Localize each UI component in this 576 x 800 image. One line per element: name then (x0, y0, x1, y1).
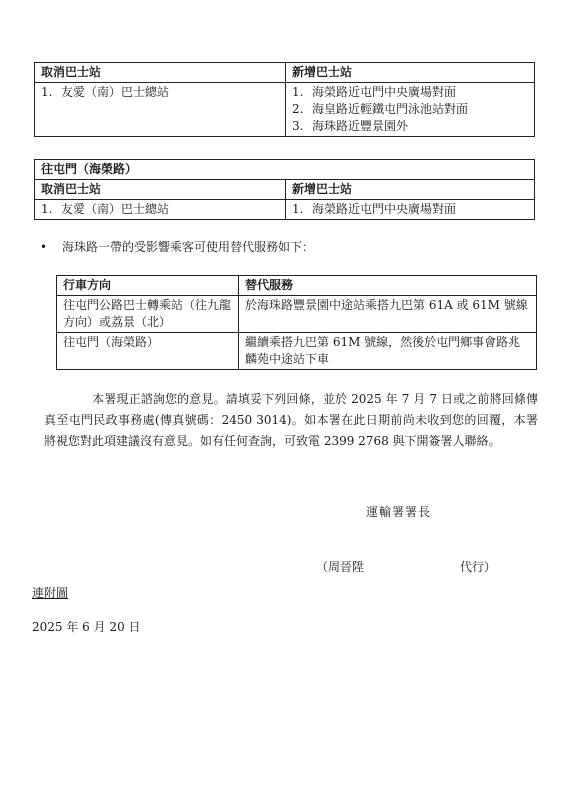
table1-header-added: 新增巴士站 (286, 63, 535, 83)
table3-direction-cell: 往屯門（海榮路） (57, 333, 239, 370)
paragraph-text: 本署現正諮詢您的意見。請填妥下列回條，並於 2025 年 7 月 7 日或之前將回條傳真至屯門民政事務處(傳真號碼：2450 3014)。如本署在此日期前尚未收到您的回覆，本署將視您對此項建議沒有意見。如有任何查詢，可致電 2399 2768 與下開簽署人聯絡。 (44, 392, 538, 448)
table1-added-cell (286, 83, 535, 137)
list-item: 3. 海珠路近豐景園外 (292, 119, 409, 133)
bullet-text: 海珠路一帶的受影響乘客可使用替代服務如下： (62, 240, 315, 254)
alternative-service-intro (40, 238, 314, 255)
table-cancelled-added-stops-2 (34, 159, 535, 220)
table3-header-service: 替代服務 (239, 276, 537, 296)
bullet-icon: • (40, 240, 48, 254)
table2-cancelled-cell (35, 200, 286, 220)
table1-cancelled-cell (35, 83, 286, 137)
attachment-link[interactable]: 連附圖 (32, 586, 69, 600)
list-item: 1. 海榮路近屯門中央廣場對面 (292, 85, 457, 99)
table-row (57, 333, 537, 370)
signer-name (316, 558, 496, 575)
table2-added-cell (286, 200, 535, 220)
table3-header-direction: 行車方向 (57, 276, 239, 296)
signer-name-open: （周晉陞 (316, 560, 365, 574)
list-item: 1. 友愛（南）巴士總站 (41, 85, 170, 99)
table3-direction-cell: 往屯門公路巴士轉乘站（往九龍方向）或荔景（北） (57, 296, 239, 333)
table2-caption: 往屯門（海榮路） (35, 160, 535, 180)
table-row (57, 296, 537, 333)
table3-service-cell: 於海珠路豐景園中途站乘搭九巴第 61A 或 61M 號線 (239, 296, 537, 333)
signer-name-close: 代行） (460, 560, 497, 574)
table2-header-cancelled: 取消巴士站 (35, 180, 286, 200)
table-alternative-services (56, 275, 537, 370)
consultation-paragraph (44, 389, 538, 452)
table-cancelled-added-stops-1 (34, 62, 535, 137)
signer-title: 運輸署署長 (366, 505, 432, 519)
list-item: 1. 友愛（南）巴士總站 (41, 202, 170, 216)
table3-service-cell: 繼續乘搭九巴第 61M 號線，然後於屯門鄉事會路兆麟苑中途站下車 (239, 333, 537, 370)
document-date: 2025 年 6 月 20 日 (32, 620, 141, 634)
list-item: 2. 海皇路近輕鐵屯門泳池站對面 (292, 102, 469, 116)
table2-header-added: 新增巴士站 (286, 180, 535, 200)
list-item: 1. 海榮路近屯門中央廣場對面 (292, 202, 457, 216)
table1-header-cancelled: 取消巴士站 (35, 63, 286, 83)
